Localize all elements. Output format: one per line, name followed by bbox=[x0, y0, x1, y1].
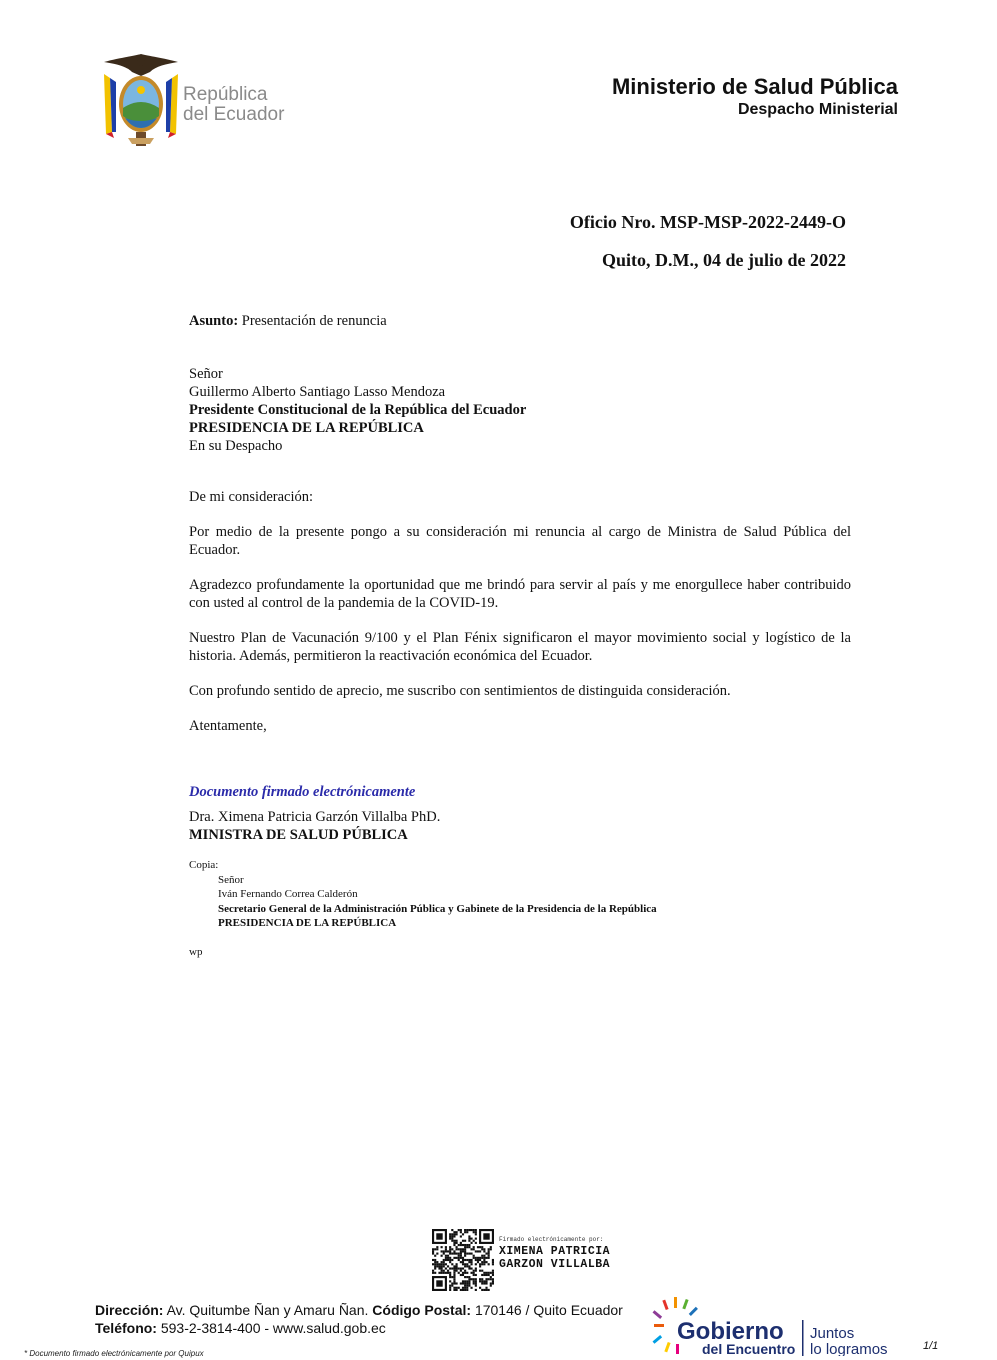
footer-address bbox=[95, 1301, 623, 1337]
subject-line bbox=[189, 312, 387, 330]
subject-label: Asunto: bbox=[189, 313, 239, 329]
document-reference bbox=[570, 203, 846, 279]
closing: Atentamente, bbox=[189, 718, 267, 734]
postal-text: 170146 / Quito Ecuador bbox=[474, 1302, 623, 1318]
paragraph-3: Nuestro Plan de Vacunación 9/100 y el Plan Fénix significaron el mayor movimiento social y logístico de la historia. Además, permitieron la reactivación económica del Ecuador. bbox=[189, 630, 851, 664]
slogan-line2: lo logramos bbox=[810, 1341, 888, 1356]
paragraph-2: Agradezco profundamente la oportunidad que me brindó para servir al país y me enorgullece haber contribuido con usted al control de la pandemia de la COVID-19. bbox=[189, 577, 851, 611]
qr-signed-label: Firmado electrónicamente por: bbox=[499, 1236, 604, 1243]
recipient-name: Guillermo Alberto Santiago Lasso Mendoza bbox=[189, 384, 446, 400]
recipient-institution: PRESIDENCIA DE LA REPÚBLICA bbox=[189, 420, 424, 436]
copy-label: Copia: bbox=[189, 859, 219, 871]
recipient-salutation: Señor bbox=[189, 366, 223, 382]
signer-title: MINISTRA DE SALUD PÚBLICA bbox=[189, 827, 408, 843]
subject-text: Presentación de renuncia bbox=[241, 313, 387, 329]
qr-name-line2: GARZON VILLALBA bbox=[499, 1258, 611, 1271]
copy-title: Secretario General de la Administración Pública y Gabinete de la Presidencia de la República bbox=[218, 902, 657, 915]
reference-number: Oficio Nro. MSP-MSP-2022-2449-O bbox=[569, 212, 846, 232]
postal-label: Código Postal: bbox=[372, 1302, 472, 1318]
paragraph-4: Con profundo sentido de aprecio, me suscribo con sentimientos de distinguida consideración. bbox=[189, 683, 731, 699]
copy-name: Iván Fernando Correa Calderón bbox=[218, 888, 358, 900]
reference-place-date: Quito, D.M., 04 de julio de 2022 bbox=[601, 250, 846, 270]
copy-block bbox=[189, 858, 657, 931]
phone-line bbox=[95, 1319, 623, 1337]
copy-institution: PRESIDENCIA DE LA REPÚBLICA bbox=[218, 917, 397, 929]
coat-of-arms-icon bbox=[98, 52, 184, 148]
greeting: De mi consideración: bbox=[189, 489, 314, 505]
ministry-name: Ministerio de Salud Pública bbox=[611, 74, 898, 99]
address-label: Dirección: bbox=[95, 1302, 164, 1318]
esign-note: Documento firmado electrónicamente bbox=[189, 784, 416, 800]
page-number: 1/1 bbox=[923, 1340, 939, 1352]
republic-line1: República bbox=[183, 84, 268, 105]
qr-signer-name bbox=[499, 1245, 610, 1271]
recipient-block bbox=[189, 365, 526, 455]
gobierno-encuentro-logo bbox=[652, 1296, 902, 1356]
signer-name: Dra. Ximena Patricia Garzón Villalba PhD. bbox=[189, 809, 441, 825]
address-line bbox=[95, 1301, 623, 1319]
gob-line1: Gobierno bbox=[677, 1318, 784, 1345]
recipient-location: En su Despacho bbox=[189, 438, 283, 454]
slogan-line1: Juntos bbox=[810, 1325, 855, 1342]
address-text: Av. Quitumbe Ñan y Amaru Ñan. bbox=[166, 1302, 369, 1318]
ministry-office: Despacho Ministerial bbox=[737, 101, 898, 118]
phone-label: Teléfono: bbox=[95, 1320, 157, 1336]
gob-line2: del Encuentro bbox=[702, 1341, 796, 1356]
phone-text: 593-2-3814-400 - www.salud.gob.ec bbox=[160, 1320, 386, 1336]
ministry-header bbox=[612, 73, 898, 119]
quipux-note: * Documento firmado electrónicamente por Quipux bbox=[24, 1349, 204, 1358]
signer-block bbox=[189, 808, 440, 844]
paragraph-1: Por medio de la presente pongo a su consideración mi renuncia al cargo de Ministra de Salud Pública del Ecuador. bbox=[189, 524, 851, 558]
qr-code-icon bbox=[432, 1229, 494, 1291]
recipient-title: Presidente Constitucional de la República del Ecuador bbox=[189, 402, 527, 418]
letter-body bbox=[189, 488, 851, 752]
qr-name-line1: XIMENA PATRICIA bbox=[499, 1245, 611, 1258]
copy-salutation: Señor bbox=[218, 873, 244, 886]
typist-initials: wp bbox=[189, 946, 203, 958]
republic-line2: del Ecuador bbox=[183, 104, 285, 125]
republic-wordmark bbox=[183, 85, 284, 125]
